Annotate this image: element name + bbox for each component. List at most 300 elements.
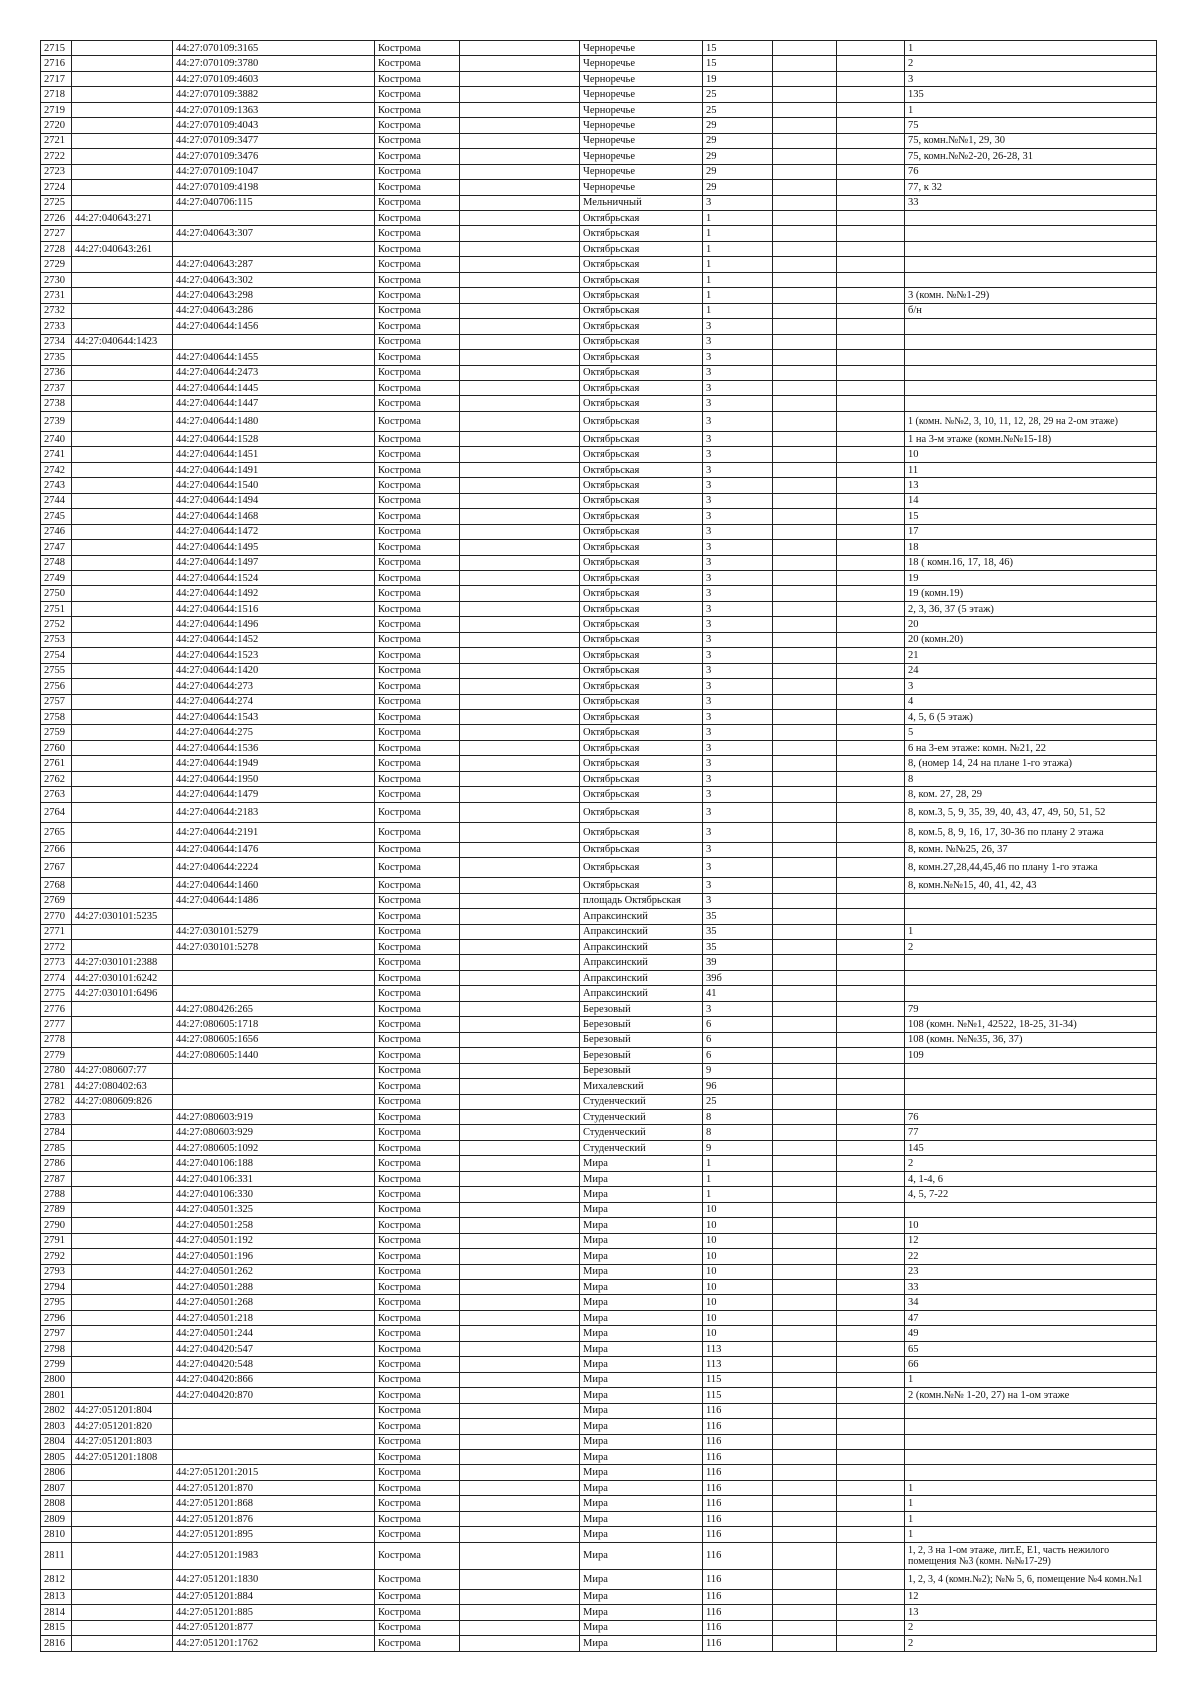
cell-row-number: 2813 <box>41 1589 72 1604</box>
cell-letter <box>837 1264 905 1279</box>
cell-row-number: 2805 <box>41 1449 72 1464</box>
cell-building <box>773 1589 837 1604</box>
cell-street: Мира <box>580 1465 703 1480</box>
cell-building <box>773 1110 837 1125</box>
cell-house-number: 3 <box>703 411 773 431</box>
cell-district <box>460 802 580 822</box>
cell-cadastral-number-b: 44:27:040644:275 <box>173 725 375 740</box>
cell-street: Мира <box>580 1218 703 1233</box>
cell-house-number: 3 <box>703 878 773 893</box>
cell-district <box>460 164 580 179</box>
cell-house-number: 10 <box>703 1202 773 1217</box>
cell-building <box>773 1449 837 1464</box>
cell-cadastral-number-b: 44:27:051201:1830 <box>173 1569 375 1589</box>
cell-building <box>773 555 837 570</box>
cell-cadastral-number-a <box>72 771 173 786</box>
cell-row-number: 2757 <box>41 694 72 709</box>
cell-district <box>460 334 580 349</box>
cell-letter <box>837 1202 905 1217</box>
cell-building <box>773 1496 837 1511</box>
cell-street: Октябрьская <box>580 241 703 256</box>
cell-street: Октябрьская <box>580 524 703 539</box>
cell-cadastral-number-a <box>72 288 173 303</box>
cell-building <box>773 447 837 462</box>
cell-street: Михалевский <box>580 1079 703 1094</box>
cell-building <box>773 164 837 179</box>
cell-house-number: 1 <box>703 1156 773 1171</box>
cell-cadastral-number-a <box>72 787 173 802</box>
cell-district <box>460 586 580 601</box>
cell-cadastral-number-b: 44:27:040644:1476 <box>173 842 375 857</box>
cell-house-number: 39 <box>703 955 773 970</box>
cell-street: Октябрьская <box>580 555 703 570</box>
table-row <box>41 555 1157 570</box>
cell-street: площадь Октябрьская <box>580 893 703 908</box>
cell-building <box>773 288 837 303</box>
cell-district <box>460 396 580 411</box>
cell-street: Мира <box>580 1295 703 1310</box>
table-row <box>41 380 1157 395</box>
cell-city: Кострома <box>375 1511 460 1526</box>
cell-street: Апраксинский <box>580 955 703 970</box>
cell-district <box>460 226 580 241</box>
cell-city: Кострома <box>375 87 460 102</box>
cell-city: Кострома <box>375 842 460 857</box>
cell-city: Кострома <box>375 411 460 431</box>
cell-row-number: 2729 <box>41 257 72 272</box>
cell-building <box>773 1388 837 1403</box>
cell-city: Кострома <box>375 1048 460 1063</box>
cell-row-number: 2742 <box>41 462 72 477</box>
cell-building <box>773 56 837 71</box>
cell-city: Кострома <box>375 226 460 241</box>
cell-row-number: 2738 <box>41 396 72 411</box>
cell-letter <box>837 241 905 256</box>
cell-city: Кострома <box>375 893 460 908</box>
cell-street: Октябрьская <box>580 288 703 303</box>
cell-cadastral-number-a <box>72 940 173 955</box>
cell-house-number: 3 <box>703 710 773 725</box>
cell-row-number: 2720 <box>41 118 72 133</box>
cell-cadastral-number-b: 44:27:040106:188 <box>173 1156 375 1171</box>
cell-city: Кострома <box>375 1218 460 1233</box>
cell-cadastral-number-b: 44:27:051201:885 <box>173 1605 375 1620</box>
cell-premises <box>905 350 1157 365</box>
cell-house-number: 29 <box>703 164 773 179</box>
cell-premises: 2 <box>905 940 1157 955</box>
cell-cadastral-number-a <box>72 118 173 133</box>
cell-building <box>773 1542 837 1569</box>
cell-letter <box>837 411 905 431</box>
cell-building <box>773 71 837 86</box>
cell-district <box>460 1110 580 1125</box>
cell-street: Мира <box>580 1264 703 1279</box>
cell-premises: 8, ком. 27, 28, 29 <box>905 787 1157 802</box>
cell-city: Кострома <box>375 1110 460 1125</box>
cell-cadastral-number-a <box>72 71 173 86</box>
cell-cadastral-number-a <box>72 462 173 477</box>
cell-cadastral-number-a: 44:27:051201:803 <box>72 1434 173 1449</box>
cell-street: Октябрьская <box>580 586 703 601</box>
cell-district <box>460 540 580 555</box>
cell-district <box>460 41 580 56</box>
cell-premises <box>905 986 1157 1001</box>
cell-building <box>773 878 837 893</box>
cell-cadastral-number-b: 44:27:051201:868 <box>173 1496 375 1511</box>
cell-city: Кострома <box>375 1496 460 1511</box>
cell-cadastral-number-b: 44:27:080603:929 <box>173 1125 375 1140</box>
cell-cadastral-number-b: 44:27:040420:870 <box>173 1388 375 1403</box>
cell-house-number: 9 <box>703 1063 773 1078</box>
cell-street: Октябрьская <box>580 334 703 349</box>
cell-premises: 145 <box>905 1140 1157 1155</box>
cell-letter <box>837 586 905 601</box>
cell-cadastral-number-b: 44:27:080605:1656 <box>173 1032 375 1047</box>
cell-building <box>773 940 837 955</box>
cell-district <box>460 1465 580 1480</box>
cell-house-number: 3 <box>703 694 773 709</box>
cell-row-number: 2776 <box>41 1001 72 1016</box>
cell-street: Черноречье <box>580 87 703 102</box>
cell-cadastral-number-a <box>72 319 173 334</box>
cell-premises: 4 <box>905 694 1157 709</box>
cell-city: Кострома <box>375 601 460 616</box>
cell-cadastral-number-a <box>72 1357 173 1372</box>
cell-house-number: 116 <box>703 1480 773 1495</box>
cell-premises: 17 <box>905 524 1157 539</box>
cell-district <box>460 303 580 318</box>
cell-district <box>460 1202 580 1217</box>
cell-letter <box>837 1001 905 1016</box>
cell-row-number: 2751 <box>41 601 72 616</box>
cell-cadastral-number-a: 44:27:040643:271 <box>72 210 173 225</box>
cell-cadastral-number-a <box>72 411 173 431</box>
cell-house-number: 3 <box>703 740 773 755</box>
cell-cadastral-number-a <box>72 1372 173 1387</box>
cell-cadastral-number-b: 44:27:030101:5278 <box>173 940 375 955</box>
table-row <box>41 226 1157 241</box>
cell-building <box>773 1048 837 1063</box>
cell-letter <box>837 447 905 462</box>
cell-district <box>460 1140 580 1155</box>
cell-building <box>773 955 837 970</box>
cell-cadastral-number-a: 44:27:030101:6242 <box>72 970 173 985</box>
cell-cadastral-number-b: 44:27:040644:1528 <box>173 431 375 446</box>
table-row <box>41 1017 1157 1032</box>
cell-building <box>773 1372 837 1387</box>
cell-letter <box>837 118 905 133</box>
cell-street: Мира <box>580 1605 703 1620</box>
cell-city: Кострома <box>375 540 460 555</box>
cell-premises: 3 <box>905 71 1157 86</box>
cell-letter <box>837 986 905 1001</box>
cell-city: Кострома <box>375 1341 460 1356</box>
cell-street: Октябрьская <box>580 303 703 318</box>
cell-city: Кострома <box>375 1171 460 1186</box>
cell-letter <box>837 334 905 349</box>
cell-city: Кострома <box>375 350 460 365</box>
cell-district <box>460 149 580 164</box>
cell-street: Мира <box>580 1202 703 1217</box>
cell-letter <box>837 1249 905 1264</box>
cell-cadastral-number-a: 44:27:030101:6496 <box>72 986 173 1001</box>
cell-cadastral-number-b: 44:27:040644:2191 <box>173 822 375 842</box>
cell-building <box>773 272 837 287</box>
cell-premises <box>905 319 1157 334</box>
cell-district <box>460 1388 580 1403</box>
cell-letter <box>837 133 905 148</box>
cell-cadastral-number-a <box>72 1326 173 1341</box>
cell-premises: 20 (комн.20) <box>905 632 1157 647</box>
cell-letter <box>837 1187 905 1202</box>
cell-house-number: 3 <box>703 493 773 508</box>
cell-premises: 33 <box>905 195 1157 210</box>
cell-street: Октябрьская <box>580 802 703 822</box>
cell-house-number: 115 <box>703 1388 773 1403</box>
cell-row-number: 2801 <box>41 1388 72 1403</box>
cell-house-number: 116 <box>703 1465 773 1480</box>
table-row <box>41 1249 1157 1264</box>
cell-cadastral-number-b: 44:27:030101:5279 <box>173 924 375 939</box>
cell-district <box>460 1125 580 1140</box>
table-row <box>41 1218 1157 1233</box>
cell-city: Кострома <box>375 756 460 771</box>
cell-cadastral-number-a <box>72 1048 173 1063</box>
cell-cadastral-number-b <box>173 210 375 225</box>
cell-street: Октябрьская <box>580 365 703 380</box>
cell-district <box>460 1326 580 1341</box>
cell-house-number: 1 <box>703 288 773 303</box>
cell-letter <box>837 893 905 908</box>
table-row <box>41 1341 1157 1356</box>
cell-letter <box>837 1589 905 1604</box>
cell-cadastral-number-a <box>72 540 173 555</box>
cell-city: Кострома <box>375 164 460 179</box>
cell-city: Кострома <box>375 431 460 446</box>
cell-building <box>773 431 837 446</box>
cell-cadastral-number-a <box>72 493 173 508</box>
cell-cadastral-number-a <box>72 350 173 365</box>
cell-building <box>773 1001 837 1016</box>
cell-building <box>773 1171 837 1186</box>
cell-row-number: 2810 <box>41 1527 72 1542</box>
cell-cadastral-number-a <box>72 893 173 908</box>
cell-row-number: 2790 <box>41 1218 72 1233</box>
cell-house-number: 116 <box>703 1419 773 1434</box>
cell-street: Студенческий <box>580 1140 703 1155</box>
cell-cadastral-number-b: 44:27:070109:4198 <box>173 180 375 195</box>
cell-house-number: 1 <box>703 210 773 225</box>
cell-street: Октябрьская <box>580 740 703 755</box>
cell-building <box>773 478 837 493</box>
cell-house-number: 10 <box>703 1264 773 1279</box>
table-row <box>41 431 1157 446</box>
cell-letter <box>837 540 905 555</box>
cell-district <box>460 1449 580 1464</box>
cell-row-number: 2735 <box>41 350 72 365</box>
cell-cadastral-number-b: 44:27:040644:2473 <box>173 365 375 380</box>
table-row <box>41 1496 1157 1511</box>
cell-premises: 79 <box>905 1001 1157 1016</box>
cell-cadastral-number-a <box>72 617 173 632</box>
cell-house-number: 3 <box>703 858 773 878</box>
cell-letter <box>837 679 905 694</box>
cell-cadastral-number-b: 44:27:040644:1492 <box>173 586 375 601</box>
cell-cadastral-number-b: 44:27:051201:870 <box>173 1480 375 1495</box>
cell-letter <box>837 725 905 740</box>
cell-row-number: 2725 <box>41 195 72 210</box>
cell-premises: 4, 1-4, 6 <box>905 1171 1157 1186</box>
cell-city: Кострома <box>375 288 460 303</box>
cell-street: Мира <box>580 1620 703 1635</box>
cell-house-number: 15 <box>703 41 773 56</box>
cell-cadastral-number-a <box>72 586 173 601</box>
cell-house-number: 116 <box>703 1434 773 1449</box>
cell-letter <box>837 1388 905 1403</box>
cell-cadastral-number-b: 44:27:040644:1486 <box>173 893 375 908</box>
cell-building <box>773 601 837 616</box>
cell-premises <box>905 1063 1157 1078</box>
cell-letter <box>837 87 905 102</box>
cell-cadastral-number-a: 44:27:030101:2388 <box>72 955 173 970</box>
cell-row-number: 2806 <box>41 1465 72 1480</box>
cell-cadastral-number-a <box>72 555 173 570</box>
cell-cadastral-number-a <box>72 663 173 678</box>
cell-street: Октябрьская <box>580 663 703 678</box>
cell-row-number: 2760 <box>41 740 72 755</box>
cell-premises: 75, комн.№№2-20, 26-28, 31 <box>905 149 1157 164</box>
table-row <box>41 288 1157 303</box>
cell-premises: 18 <box>905 540 1157 555</box>
cell-cadastral-number-a <box>72 1202 173 1217</box>
cell-house-number: 116 <box>703 1620 773 1635</box>
table-row <box>41 1233 1157 1248</box>
cell-row-number: 2812 <box>41 1569 72 1589</box>
cell-cadastral-number-a: 44:27:030101:5235 <box>72 909 173 924</box>
cell-district <box>460 509 580 524</box>
cell-city: Кострома <box>375 478 460 493</box>
cell-premises <box>905 1465 1157 1480</box>
cell-letter <box>837 802 905 822</box>
table-row <box>41 462 1157 477</box>
cell-premises: 8, комн. №№25, 26, 37 <box>905 842 1157 857</box>
cell-city: Кострома <box>375 1017 460 1032</box>
cell-row-number: 2769 <box>41 893 72 908</box>
table-row <box>41 740 1157 755</box>
cell-street: Березовый <box>580 1001 703 1016</box>
cell-building <box>773 1264 837 1279</box>
cell-cadastral-number-a <box>72 1569 173 1589</box>
table-row <box>41 679 1157 694</box>
cell-district <box>460 842 580 857</box>
cell-letter <box>837 272 905 287</box>
cell-cadastral-number-a <box>72 257 173 272</box>
cell-letter <box>837 1465 905 1480</box>
cell-city: Кострома <box>375 1094 460 1109</box>
cell-house-number: 3 <box>703 509 773 524</box>
cell-cadastral-number-b: 44:27:040644:1494 <box>173 493 375 508</box>
cell-house-number: 3 <box>703 586 773 601</box>
cell-house-number: 1 <box>703 1187 773 1202</box>
cell-building <box>773 350 837 365</box>
cell-row-number: 2797 <box>41 1326 72 1341</box>
cell-street: Черноречье <box>580 102 703 117</box>
cell-city: Кострома <box>375 663 460 678</box>
cell-building <box>773 617 837 632</box>
cell-house-number: 3 <box>703 893 773 908</box>
cell-street: Студенческий <box>580 1125 703 1140</box>
cell-letter <box>837 380 905 395</box>
cell-street: Мира <box>580 1279 703 1294</box>
cell-city: Кострома <box>375 858 460 878</box>
cell-city: Кострома <box>375 319 460 334</box>
cell-cadastral-number-a <box>72 1171 173 1186</box>
table-row <box>41 909 1157 924</box>
cell-row-number: 2754 <box>41 648 72 663</box>
cell-letter <box>837 940 905 955</box>
cell-district <box>460 1496 580 1511</box>
cell-cadastral-number-a <box>72 842 173 857</box>
table-row <box>41 1032 1157 1047</box>
cell-city: Кострома <box>375 133 460 148</box>
cell-street: Октябрьская <box>580 210 703 225</box>
cell-letter <box>837 1279 905 1294</box>
cell-cadastral-number-a <box>72 1017 173 1032</box>
cell-cadastral-number-a <box>72 1310 173 1325</box>
cell-building <box>773 226 837 241</box>
table-row <box>41 365 1157 380</box>
cell-street: Октябрьская <box>580 431 703 446</box>
cell-city: Кострома <box>375 1079 460 1094</box>
cell-city: Кострома <box>375 1187 460 1202</box>
cell-building <box>773 986 837 1001</box>
cell-cadastral-number-b: 44:27:040643:298 <box>173 288 375 303</box>
cell-row-number: 2734 <box>41 334 72 349</box>
cell-district <box>460 1032 580 1047</box>
cell-house-number: 3 <box>703 319 773 334</box>
cell-letter <box>837 740 905 755</box>
cell-cadastral-number-a <box>72 195 173 210</box>
table-row <box>41 601 1157 616</box>
cell-cadastral-number-b: 44:27:070109:1363 <box>173 102 375 117</box>
cell-district <box>460 1480 580 1495</box>
cell-cadastral-number-b: 44:27:051201:2015 <box>173 1465 375 1480</box>
cell-letter <box>837 1511 905 1526</box>
cell-cadastral-number-b <box>173 1094 375 1109</box>
table-row <box>41 1542 1157 1569</box>
cell-cadastral-number-a <box>72 694 173 709</box>
cell-house-number: 3 <box>703 396 773 411</box>
cell-letter <box>837 1156 905 1171</box>
cell-row-number: 2739 <box>41 411 72 431</box>
cell-city: Кострома <box>375 648 460 663</box>
cell-city: Кострома <box>375 272 460 287</box>
table-row <box>41 133 1157 148</box>
cell-cadastral-number-b: 44:27:080605:1718 <box>173 1017 375 1032</box>
cell-cadastral-number-b: 44:27:040644:1495 <box>173 540 375 555</box>
table-row <box>41 725 1157 740</box>
cell-district <box>460 1264 580 1279</box>
cell-premises: 1 <box>905 102 1157 117</box>
cell-premises: 6 на 3-ем этаже: комн. №21, 22 <box>905 740 1157 755</box>
cell-premises: 19 <box>905 570 1157 585</box>
cell-premises: 34 <box>905 1295 1157 1310</box>
cell-letter <box>837 164 905 179</box>
table-row <box>41 586 1157 601</box>
cell-row-number: 2740 <box>41 431 72 446</box>
cell-house-number: 25 <box>703 87 773 102</box>
cell-building <box>773 540 837 555</box>
